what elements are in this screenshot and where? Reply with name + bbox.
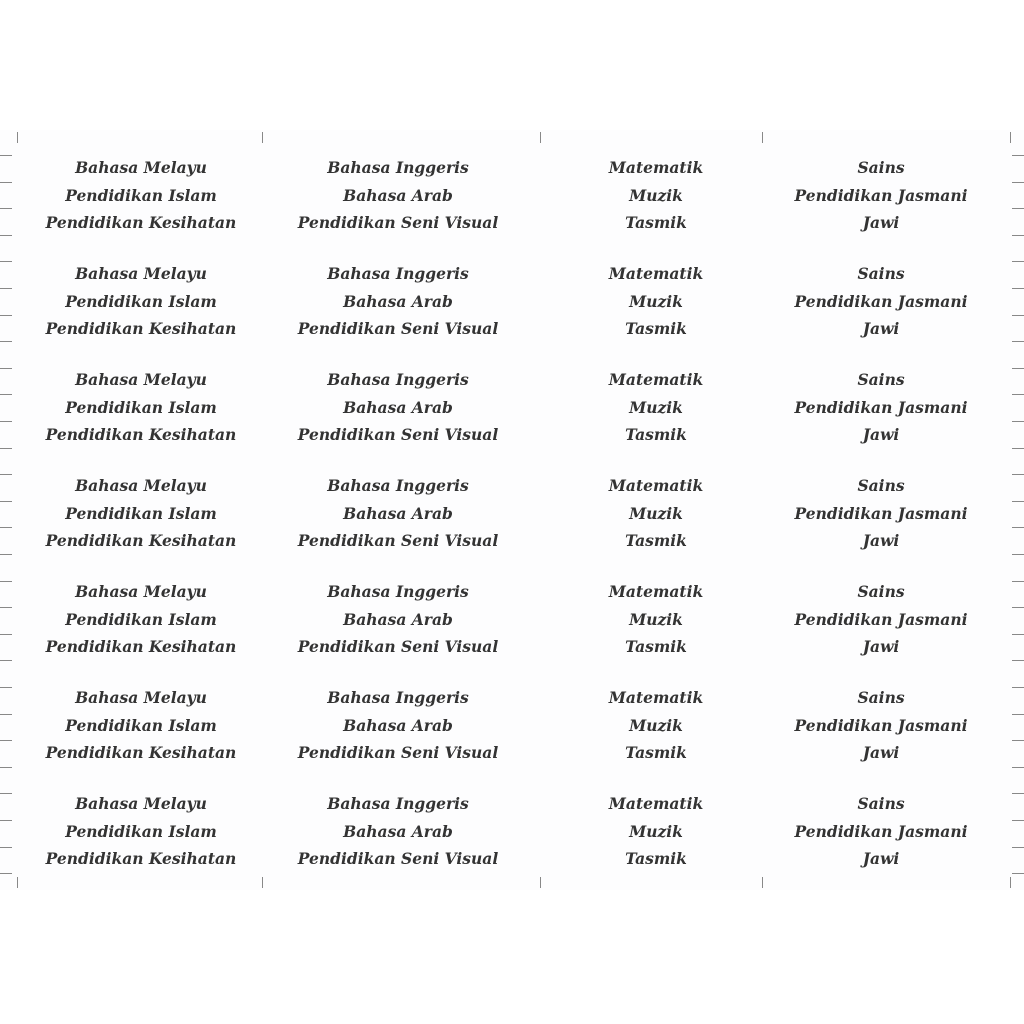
subject-name: Pendidikan Jasmani [794,292,968,311]
subject-name: Bahasa Arab [343,292,453,311]
subject-label [277,264,519,370]
subject-name: Pendidikan Jasmani [794,398,968,417]
cut-mark [0,740,12,741]
cut-mark [0,182,12,183]
cut-mark [17,877,18,888]
cut-mark [0,847,12,848]
subject-name: Bahasa Melayu [75,476,207,495]
cut-mark [0,421,12,422]
subject-name: Pendidikan Kesihatan [45,425,237,444]
subject-name: Pendidikan Islam [65,292,217,311]
cut-mark [262,132,263,143]
subject-name: Sains [857,794,905,813]
cut-mark [1012,235,1024,236]
cut-mark [1012,873,1024,874]
subject-name: Matematik [608,476,704,495]
subject-name: Tasmik [625,319,687,338]
cut-mark [1012,474,1024,475]
subject-label [20,370,262,476]
subject-name: Pendidikan Jasmani [794,822,968,841]
cut-mark [1012,288,1024,289]
subject-name: Muzik [629,610,683,629]
subject-name: Sains [857,158,905,177]
subject-name: Bahasa Inggeris [327,476,469,495]
subject-name: Sains [857,582,905,601]
subject-name: Jawi [862,637,900,656]
subject-name: Tasmik [625,743,687,762]
subject-label [20,476,262,582]
subject-name: Jawi [862,743,900,762]
cut-mark [1012,581,1024,582]
subject-label [770,158,992,264]
subject-name: Bahasa Arab [343,610,453,629]
cut-mark [540,877,541,888]
subject-name: Jawi [862,425,900,444]
cut-mark [1012,714,1024,715]
cut-mark [1012,261,1024,262]
label-column-4 [770,130,992,890]
subject-name: Pendidikan Islam [65,186,217,205]
subject-name: Pendidikan Jasmani [794,186,968,205]
cut-mark [1012,315,1024,316]
subject-name: Bahasa Melayu [75,264,207,283]
cut-mark [1012,820,1024,821]
cut-mark [540,132,541,143]
cut-mark [0,687,12,688]
subject-name: Muzik [629,398,683,417]
subject-name: Pendidikan Kesihatan [45,637,237,656]
subject-name: Tasmik [625,213,687,232]
subject-name: Pendidikan Kesihatan [45,531,237,550]
subject-name: Sains [857,476,905,495]
cut-mark [0,341,12,342]
subject-label [545,370,767,476]
subject-label [20,582,262,688]
cut-mark [1012,554,1024,555]
subject-label [770,582,992,688]
subject-name: Pendidikan Islam [65,822,217,841]
cut-mark [1012,394,1024,395]
subject-name: Muzik [629,186,683,205]
label-sheet [0,130,1024,890]
subject-name: Pendidikan Seni Visual [297,849,499,868]
subject-name: Tasmik [625,637,687,656]
label-column-2 [277,130,519,890]
cut-mark [0,288,12,289]
subject-name: Sains [857,264,905,283]
subject-name: Bahasa Arab [343,504,453,523]
subject-name: Bahasa Arab [343,822,453,841]
subject-name: Matematik [608,688,704,707]
cut-mark [0,714,12,715]
cut-mark [0,767,12,768]
cut-mark [0,554,12,555]
cut-mark [0,368,12,369]
subject-label [277,370,519,476]
cut-mark [262,877,263,888]
subject-label [545,476,767,582]
subject-label [545,264,767,370]
subject-name: Pendidikan Jasmani [794,716,968,735]
subject-label [277,476,519,582]
subject-label [545,582,767,688]
subject-label [20,264,262,370]
cut-mark [762,877,763,888]
subject-name: Pendidikan Islam [65,716,217,735]
subject-name: Pendidikan Seni Visual [297,531,499,550]
subject-label [545,688,767,794]
subject-name: Bahasa Melayu [75,582,207,601]
subject-label [770,476,992,582]
subject-name: Muzik [629,716,683,735]
cut-mark [0,607,12,608]
subject-label [770,688,992,794]
cut-mark [0,448,12,449]
subject-name: Bahasa Arab [343,398,453,417]
cut-mark [0,315,12,316]
subject-name: Tasmik [625,849,687,868]
cut-mark [1012,740,1024,741]
subject-label [277,582,519,688]
subject-name: Matematik [608,158,704,177]
cut-mark [1012,847,1024,848]
cut-mark [1012,607,1024,608]
subject-name: Bahasa Melayu [75,688,207,707]
cut-mark [1012,155,1024,156]
cut-mark [1012,767,1024,768]
cut-mark [1012,687,1024,688]
subject-name: Bahasa Inggeris [327,158,469,177]
cut-mark [0,660,12,661]
subject-name: Sains [857,688,905,707]
cut-mark [0,793,12,794]
subject-name: Bahasa Arab [343,186,453,205]
subject-name: Muzik [629,504,683,523]
subject-name: Muzik [629,292,683,311]
subject-name: Pendidikan Jasmani [794,504,968,523]
cut-mark [0,501,12,502]
subject-name: Pendidikan Kesihatan [45,849,237,868]
subject-name: Jawi [862,531,900,550]
subject-label [545,158,767,264]
subject-name: Matematik [608,370,704,389]
cut-mark [1012,501,1024,502]
cut-mark [0,261,12,262]
subject-name: Pendidikan Seni Visual [297,425,499,444]
subject-name: Tasmik [625,425,687,444]
subject-label [277,794,519,900]
cut-mark [1012,341,1024,342]
subject-name: Sains [857,370,905,389]
subject-name: Pendidikan Kesihatan [45,213,237,232]
cut-mark [1010,877,1011,888]
subject-name: Pendidikan Islam [65,398,217,417]
cut-mark [1012,448,1024,449]
subject-name: Bahasa Melayu [75,158,207,177]
cut-mark [1010,132,1011,143]
subject-label [545,794,767,900]
subject-name: Pendidikan Kesihatan [45,319,237,338]
subject-name: Bahasa Inggeris [327,582,469,601]
cut-mark [1012,634,1024,635]
cut-mark [0,474,12,475]
cut-mark [1012,660,1024,661]
cut-mark [0,820,12,821]
label-column-1 [20,130,262,890]
cut-mark [1012,182,1024,183]
subject-name: Bahasa Melayu [75,370,207,389]
cut-mark [0,527,12,528]
subject-name: Bahasa Inggeris [327,794,469,813]
subject-name: Matematik [608,582,704,601]
cut-mark [0,873,12,874]
subject-name: Pendidikan Seni Visual [297,319,499,338]
subject-name: Pendidikan Jasmani [794,610,968,629]
subject-label [770,794,992,900]
subject-label [277,688,519,794]
cut-mark [0,634,12,635]
cut-mark [1012,208,1024,209]
subject-name: Tasmik [625,531,687,550]
subject-label [770,370,992,476]
subject-name: Matematik [608,264,704,283]
cut-mark [762,132,763,143]
subject-name: Pendidikan Kesihatan [45,743,237,762]
cut-mark [0,394,12,395]
cut-mark [1012,793,1024,794]
cut-mark [0,235,12,236]
subject-name: Pendidikan Seni Visual [297,637,499,656]
subject-name: Bahasa Inggeris [327,370,469,389]
subject-name: Matematik [608,794,704,813]
subject-name: Bahasa Melayu [75,794,207,813]
subject-name: Jawi [862,319,900,338]
subject-name: Pendidikan Islam [65,504,217,523]
cut-mark [1012,421,1024,422]
subject-name: Bahasa Inggeris [327,688,469,707]
cut-mark [0,155,12,156]
subject-label [770,264,992,370]
subject-label [20,158,262,264]
subject-name: Pendidikan Islam [65,610,217,629]
cut-mark [17,132,18,143]
subject-name: Bahasa Inggeris [327,264,469,283]
subject-name: Pendidikan Seni Visual [297,213,499,232]
subject-name: Jawi [862,849,900,868]
cut-mark [0,581,12,582]
subject-label [20,688,262,794]
subject-name: Pendidikan Seni Visual [297,743,499,762]
subject-label [20,794,262,900]
cut-mark [1012,368,1024,369]
subject-label [277,158,519,264]
cut-mark [0,208,12,209]
subject-name: Jawi [862,213,900,232]
subject-name: Bahasa Arab [343,716,453,735]
label-column-3 [545,130,767,890]
cut-mark [1012,527,1024,528]
subject-name: Muzik [629,822,683,841]
